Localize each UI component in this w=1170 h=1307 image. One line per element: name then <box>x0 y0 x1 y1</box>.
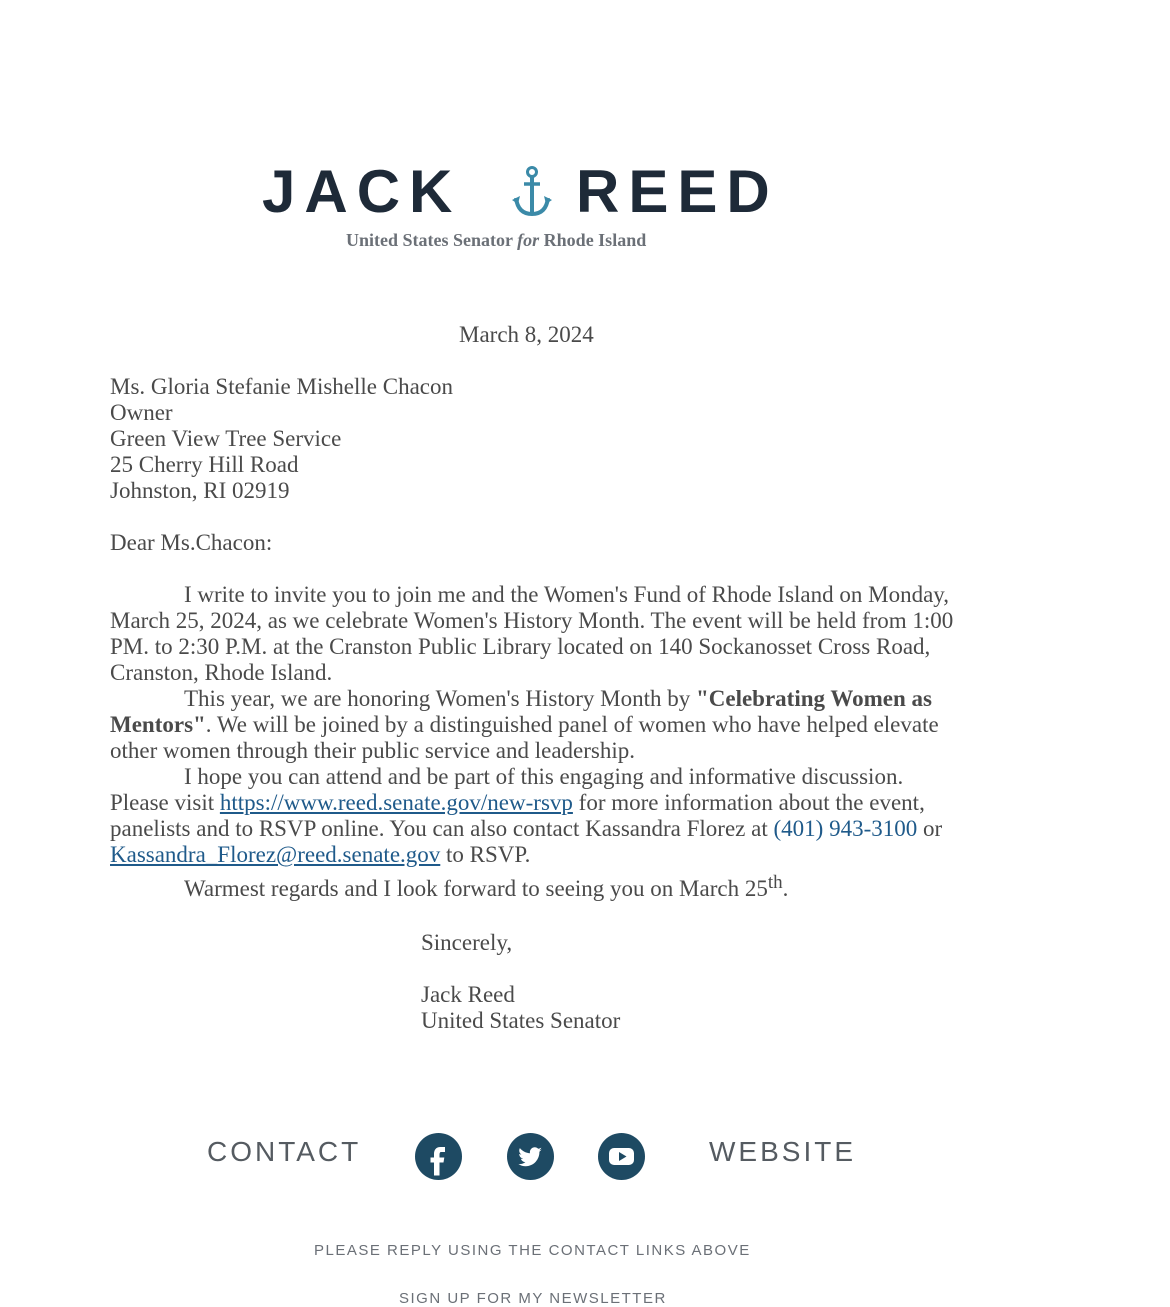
website-link[interactable]: WEBSITE <box>709 1136 857 1167</box>
paragraph-rsvp-text: I hope you can attend and be part of this engaging and informative discussion. Please visit <box>110 764 904 815</box>
paragraph-regards-end: . <box>782 876 789 901</box>
twitter-icon[interactable] <box>507 1133 554 1180</box>
signature <box>421 982 620 1034</box>
paragraph-regards-text: Warmest regards and I look forward to seeing you on March 25 <box>184 876 768 901</box>
paragraph-rsvp <box>110 764 960 868</box>
paragraph-rsvp-middle: for more information about the event, panelists and to RSVP online. You can also contact Kassandra Florez at <box>110 790 925 841</box>
theme-title: "Celebrating Women as Mentors" <box>110 686 932 737</box>
paragraph-regards <box>110 872 960 902</box>
reply-note: PLEASE REPLY USING THE CONTACT LINKS ABOVE <box>314 1242 751 1259</box>
phone-number[interactable]: (401) 943-3100 <box>773 816 918 841</box>
logo-wordmark <box>262 160 802 224</box>
signature-name: Jack Reed <box>421 982 515 1007</box>
logo-last-name: REED <box>576 158 779 225</box>
signature-title: United States Senator <box>421 1008 621 1033</box>
logo-subtitle-start: United States Senator <box>346 230 518 250</box>
letter-body <box>110 582 960 902</box>
paragraph-invitation <box>110 582 960 686</box>
recipient-street: 25 Cherry Hill Road <box>110 452 299 477</box>
rsvp-link[interactable]: https://www.reed.senate.gov/new-rsvp <box>219 790 573 815</box>
youtube-icon[interactable] <box>598 1133 645 1180</box>
ordinal-suffix: th <box>767 872 783 893</box>
paragraph-rsvp-end: to RSVP. <box>440 842 531 867</box>
recipient-company: Green View Tree Service <box>110 426 342 451</box>
newsletter-link[interactable]: SIGN UP FOR MY NEWSLETTER <box>399 1290 667 1307</box>
facebook-icon[interactable] <box>415 1133 462 1180</box>
recipient-city: Johnston, RI 02919 <box>110 478 290 503</box>
logo-subtitle-end: Rhode Island <box>539 230 647 250</box>
email-link[interactable]: Kassandra_Florez@reed.senate.gov <box>110 842 441 867</box>
recipient-name: Ms. Gloria Stefanie Mishelle Chacon <box>110 374 454 399</box>
anchor-icon <box>512 166 552 218</box>
logo-subtitle <box>346 230 646 251</box>
recipient-title: Owner <box>110 400 173 425</box>
closing: Sincerely, <box>421 930 513 955</box>
recipient-address <box>110 374 453 504</box>
paragraph-theme <box>110 686 960 764</box>
letter-date: March 8, 2024 <box>459 322 594 347</box>
paragraph-invitation-text: I write to invite you to join me and the Women's Fund of Rhode Island on Monday, March 25, 2024, as we celebrate Women's History Month. The event will be held from 1:00 PM. to 2:30 P.M. at the Cranston Public Library located on 140 Sockanosset Cross Road, Cranston, Rhode Island. <box>110 582 954 685</box>
salutation: Dear Ms.Chacon: <box>110 530 273 555</box>
paragraph-theme-text: This year, we are honoring Women's History Month by <box>184 686 696 711</box>
logo-first-name: JACK <box>262 158 462 225</box>
senator-logo <box>262 160 802 260</box>
contact-link[interactable]: CONTACT <box>207 1136 362 1167</box>
paragraph-rsvp-or: or <box>917 816 943 841</box>
logo-subtitle-for: for <box>517 230 540 250</box>
paragraph-theme-rest: . We will be joined by a distinguished panel of women who have helped elevate other women through their public service and leadership. <box>110 712 939 763</box>
